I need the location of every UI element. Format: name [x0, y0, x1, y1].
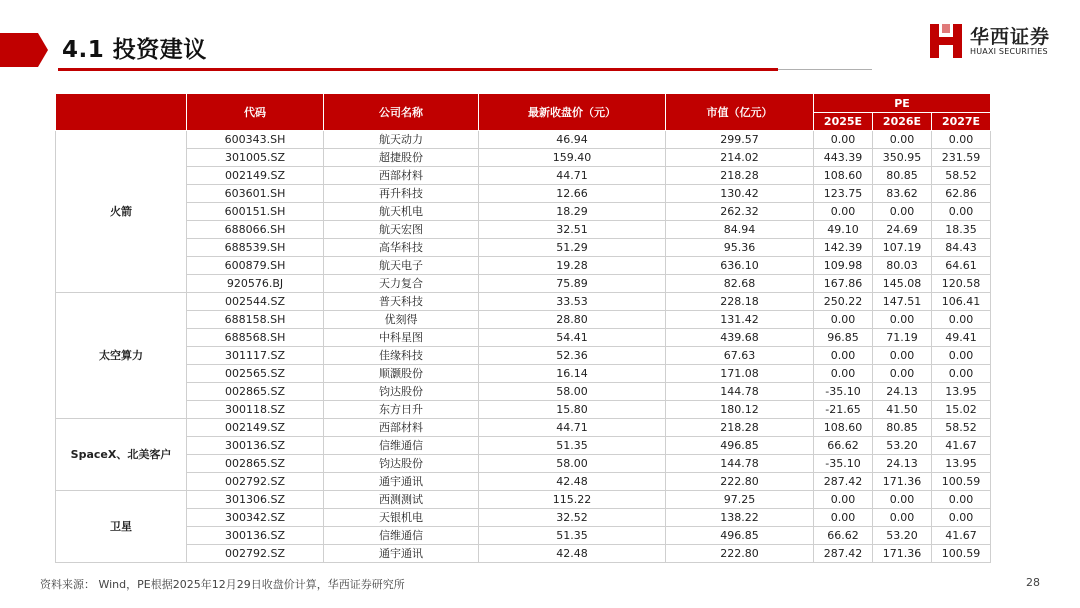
table-row	[56, 545, 991, 563]
pe-2026e-cell: 0.00	[873, 365, 932, 383]
code-cell: 920576.BJ	[187, 275, 324, 293]
pe-2026e-cell: 53.20	[873, 527, 932, 545]
close-price-cell: 33.53	[479, 293, 666, 311]
market-cap-cell: 130.42	[666, 185, 814, 203]
company-name-cell: 钧达股份	[324, 383, 479, 401]
code-cell: 002865.SZ	[187, 455, 324, 473]
company-name-cell: 航天宏图	[324, 221, 479, 239]
pe-2027e-cell: 62.86	[932, 185, 991, 203]
pe-2026e-cell: 41.50	[873, 401, 932, 419]
pe-2025e-cell: 66.62	[814, 437, 873, 455]
code-cell: 002792.SZ	[187, 545, 324, 563]
pe-2025e-cell: 167.86	[814, 275, 873, 293]
pe-2027e-cell: 13.95	[932, 383, 991, 401]
pe-2027e-cell: 120.58	[932, 275, 991, 293]
company-name-cell: 再升科技	[324, 185, 479, 203]
pe-2025e-cell: 0.00	[814, 491, 873, 509]
pe-2025e-cell: 96.85	[814, 329, 873, 347]
table-row	[56, 185, 991, 203]
code-cell: 600343.SH	[187, 131, 324, 149]
table-row	[56, 401, 991, 419]
pe-2027e-cell: 0.00	[932, 509, 991, 527]
pe-2025e-cell: 443.39	[814, 149, 873, 167]
pe-2026e-cell: 0.00	[873, 203, 932, 221]
pe-2026e-cell: 147.51	[873, 293, 932, 311]
investment-recommendation-table	[55, 93, 991, 563]
market-cap-cell: 84.94	[666, 221, 814, 239]
sector-cell: 卫星	[56, 491, 187, 563]
market-cap-cell: 218.28	[666, 167, 814, 185]
pe-2025e-cell: 0.00	[814, 311, 873, 329]
company-name-cell: 优刻得	[324, 311, 479, 329]
company-name-cell: 西测测试	[324, 491, 479, 509]
market-cap-header: 市值（亿元）	[666, 94, 814, 131]
pe-year-header: 2027E	[932, 113, 991, 131]
pe-header: PE	[814, 94, 991, 113]
company-name-cell: 佳缘科技	[324, 347, 479, 365]
company-name-cell: 信维通信	[324, 527, 479, 545]
company-name-header: 公司名称	[324, 94, 479, 131]
company-logo	[930, 20, 1070, 62]
code-cell: 301005.SZ	[187, 149, 324, 167]
company-name-cell: 钧达股份	[324, 455, 479, 473]
market-cap-cell: 131.42	[666, 311, 814, 329]
market-cap-cell: 95.36	[666, 239, 814, 257]
company-name-cell: 航天机电	[324, 203, 479, 221]
pe-2025e-cell: 49.10	[814, 221, 873, 239]
pe-2026e-cell: 24.13	[873, 383, 932, 401]
title-underline	[58, 68, 778, 71]
pe-2026e-cell: 145.08	[873, 275, 932, 293]
table-row	[56, 257, 991, 275]
market-cap-cell: 171.08	[666, 365, 814, 383]
pe-2026e-cell: 80.85	[873, 167, 932, 185]
pe-2027e-cell: 15.02	[932, 401, 991, 419]
table-row	[56, 509, 991, 527]
pe-2027e-cell: 0.00	[932, 365, 991, 383]
close-price-cell: 58.00	[479, 455, 666, 473]
close-price-cell: 15.80	[479, 401, 666, 419]
sector-cell: SpaceX、北美客户	[56, 419, 187, 491]
company-name-cell: 天银机电	[324, 509, 479, 527]
market-cap-cell: 262.32	[666, 203, 814, 221]
pe-2026e-cell: 80.03	[873, 257, 932, 275]
market-cap-cell: 138.22	[666, 509, 814, 527]
pe-2027e-cell: 41.67	[932, 527, 991, 545]
table-row	[56, 293, 991, 311]
market-cap-cell: 144.78	[666, 383, 814, 401]
pe-2026e-cell: 171.36	[873, 545, 932, 563]
close-price-cell: 51.29	[479, 239, 666, 257]
pe-2025e-cell: 66.62	[814, 527, 873, 545]
pe-2025e-cell: 123.75	[814, 185, 873, 203]
table-row	[56, 455, 991, 473]
close-price-cell: 32.52	[479, 509, 666, 527]
pe-2025e-cell: 142.39	[814, 239, 873, 257]
market-cap-cell: 439.68	[666, 329, 814, 347]
table-row	[56, 167, 991, 185]
pe-2025e-cell: 0.00	[814, 365, 873, 383]
code-cell: 600879.SH	[187, 257, 324, 275]
pe-2026e-cell: 53.20	[873, 437, 932, 455]
pe-2026e-cell: 0.00	[873, 491, 932, 509]
company-name-cell: 信维通信	[324, 437, 479, 455]
code-cell: 300136.SZ	[187, 437, 324, 455]
pe-2027e-cell: 106.41	[932, 293, 991, 311]
code-cell: 688158.SH	[187, 311, 324, 329]
pe-2025e-cell: -35.10	[814, 455, 873, 473]
close-price-cell: 19.28	[479, 257, 666, 275]
company-name-cell: 高华科技	[324, 239, 479, 257]
pe-2026e-cell: 0.00	[873, 311, 932, 329]
pe-2027e-cell: 231.59	[932, 149, 991, 167]
close-price-cell: 46.94	[479, 131, 666, 149]
pe-2025e-cell: 0.00	[814, 203, 873, 221]
sector-cell: 太空算力	[56, 293, 187, 419]
table-row	[56, 329, 991, 347]
table-row	[56, 365, 991, 383]
pe-2027e-cell: 0.00	[932, 131, 991, 149]
company-name-cell: 普天科技	[324, 293, 479, 311]
huaxi-logo-icon	[930, 24, 962, 58]
code-cell: 002149.SZ	[187, 167, 324, 185]
pe-2027e-cell: 18.35	[932, 221, 991, 239]
code-cell: 002792.SZ	[187, 473, 324, 491]
close-price-cell: 16.14	[479, 365, 666, 383]
title-chevron-decoration	[0, 33, 48, 67]
company-name-cell: 天力复合	[324, 275, 479, 293]
pe-2027e-cell: 0.00	[932, 203, 991, 221]
code-cell: 002865.SZ	[187, 383, 324, 401]
pe-2025e-cell: 287.42	[814, 545, 873, 563]
logo-chinese-name: 华西证券	[970, 26, 1051, 48]
pe-2027e-cell: 58.52	[932, 167, 991, 185]
code-cell: 002565.SZ	[187, 365, 324, 383]
pe-year-header: 2025E	[814, 113, 873, 131]
code-cell: 300118.SZ	[187, 401, 324, 419]
table-row	[56, 383, 991, 401]
code-cell: 688539.SH	[187, 239, 324, 257]
pe-2025e-cell: 108.60	[814, 167, 873, 185]
pe-2025e-cell: -21.65	[814, 401, 873, 419]
code-cell: 301117.SZ	[187, 347, 324, 365]
pe-2026e-cell: 0.00	[873, 131, 932, 149]
table-row	[56, 419, 991, 437]
pe-2027e-cell: 41.67	[932, 437, 991, 455]
pe-2027e-cell: 49.41	[932, 329, 991, 347]
close-price-cell: 54.41	[479, 329, 666, 347]
source-note: 资料来源： Wind，PE根据2025年12月29日收盘价计算，华西证券研究所	[40, 578, 405, 591]
close-price-cell: 44.71	[479, 419, 666, 437]
company-name-cell: 超捷股份	[324, 149, 479, 167]
code-header: 代码	[187, 94, 324, 131]
close-price-cell: 18.29	[479, 203, 666, 221]
pe-2027e-cell: 0.00	[932, 491, 991, 509]
market-cap-cell: 82.68	[666, 275, 814, 293]
code-cell: 300342.SZ	[187, 509, 324, 527]
company-name-cell: 中科星图	[324, 329, 479, 347]
pe-2027e-cell: 100.59	[932, 545, 991, 563]
close-price-cell: 12.66	[479, 185, 666, 203]
pe-2027e-cell: 13.95	[932, 455, 991, 473]
code-cell: 688066.SH	[187, 221, 324, 239]
code-cell: 300136.SZ	[187, 527, 324, 545]
pe-2027e-cell: 64.61	[932, 257, 991, 275]
pe-2025e-cell: 108.60	[814, 419, 873, 437]
pe-2026e-cell: 0.00	[873, 509, 932, 527]
close-price-cell: 75.89	[479, 275, 666, 293]
code-cell: 600151.SH	[187, 203, 324, 221]
table-row	[56, 347, 991, 365]
pe-2027e-cell: 0.00	[932, 347, 991, 365]
pe-2026e-cell: 80.85	[873, 419, 932, 437]
pe-2025e-cell: 0.00	[814, 131, 873, 149]
pe-2026e-cell: 107.19	[873, 239, 932, 257]
market-cap-cell: 67.63	[666, 347, 814, 365]
pe-2025e-cell: 0.00	[814, 347, 873, 365]
market-cap-cell: 214.02	[666, 149, 814, 167]
page-title: 4.1 投资建议	[62, 37, 207, 63]
close-price-cell: 42.48	[479, 473, 666, 491]
company-name-cell: 顺灏股份	[324, 365, 479, 383]
sector-cell: 火箭	[56, 131, 187, 293]
pe-2026e-cell: 350.95	[873, 149, 932, 167]
market-cap-cell: 222.80	[666, 473, 814, 491]
close-price-cell: 51.35	[479, 437, 666, 455]
close-price-header: 最新收盘价（元）	[479, 94, 666, 131]
close-price-cell: 32.51	[479, 221, 666, 239]
market-cap-cell: 222.80	[666, 545, 814, 563]
close-price-cell: 52.36	[479, 347, 666, 365]
pe-2026e-cell: 171.36	[873, 473, 932, 491]
table-row	[56, 131, 991, 149]
company-name-cell: 通宇通讯	[324, 473, 479, 491]
pe-2026e-cell: 71.19	[873, 329, 932, 347]
pe-2026e-cell: 83.62	[873, 185, 932, 203]
code-cell: 603601.SH	[187, 185, 324, 203]
close-price-cell: 115.22	[479, 491, 666, 509]
pe-2025e-cell: -35.10	[814, 383, 873, 401]
pe-2027e-cell: 100.59	[932, 473, 991, 491]
close-price-cell: 159.40	[479, 149, 666, 167]
market-cap-cell: 299.57	[666, 131, 814, 149]
pe-year-header: 2026E	[873, 113, 932, 131]
pe-2025e-cell: 287.42	[814, 473, 873, 491]
company-name-cell: 通宇通讯	[324, 545, 479, 563]
company-name-cell: 航天电子	[324, 257, 479, 275]
close-price-cell: 58.00	[479, 383, 666, 401]
pe-2026e-cell: 24.69	[873, 221, 932, 239]
table-row	[56, 149, 991, 167]
close-price-cell: 44.71	[479, 167, 666, 185]
code-cell: 002149.SZ	[187, 419, 324, 437]
market-cap-cell: 228.18	[666, 293, 814, 311]
table-row	[56, 239, 991, 257]
market-cap-cell: 218.28	[666, 419, 814, 437]
market-cap-cell: 144.78	[666, 455, 814, 473]
code-cell: 301306.SZ	[187, 491, 324, 509]
company-name-cell: 西部材料	[324, 167, 479, 185]
pe-2026e-cell: 24.13	[873, 455, 932, 473]
table-row	[56, 203, 991, 221]
table-row	[56, 275, 991, 293]
market-cap-cell: 496.85	[666, 527, 814, 545]
close-price-cell: 51.35	[479, 527, 666, 545]
table-row	[56, 527, 991, 545]
pe-2025e-cell: 0.00	[814, 509, 873, 527]
pe-2025e-cell: 250.22	[814, 293, 873, 311]
pe-2027e-cell: 0.00	[932, 311, 991, 329]
table-row	[56, 437, 991, 455]
company-name-cell: 航天动力	[324, 131, 479, 149]
pe-2025e-cell: 109.98	[814, 257, 873, 275]
market-cap-cell: 180.12	[666, 401, 814, 419]
pe-2027e-cell: 58.52	[932, 419, 991, 437]
code-cell: 002544.SZ	[187, 293, 324, 311]
table-body	[56, 131, 991, 563]
market-cap-cell: 636.10	[666, 257, 814, 275]
company-name-cell: 东方日升	[324, 401, 479, 419]
close-price-cell: 28.80	[479, 311, 666, 329]
logo-english-name: HUAXI SECURITIES	[970, 47, 1048, 56]
table-row	[56, 311, 991, 329]
title-underline-extension	[778, 69, 872, 70]
market-cap-cell: 496.85	[666, 437, 814, 455]
pe-2027e-cell: 84.43	[932, 239, 991, 257]
market-cap-cell: 97.25	[666, 491, 814, 509]
table-row	[56, 221, 991, 239]
table-row	[56, 473, 991, 491]
table-row	[56, 491, 991, 509]
sector-header	[56, 94, 187, 131]
pe-2026e-cell: 0.00	[873, 347, 932, 365]
company-name-cell: 西部材料	[324, 419, 479, 437]
code-cell: 688568.SH	[187, 329, 324, 347]
page-number: 28	[1026, 576, 1040, 589]
close-price-cell: 42.48	[479, 545, 666, 563]
